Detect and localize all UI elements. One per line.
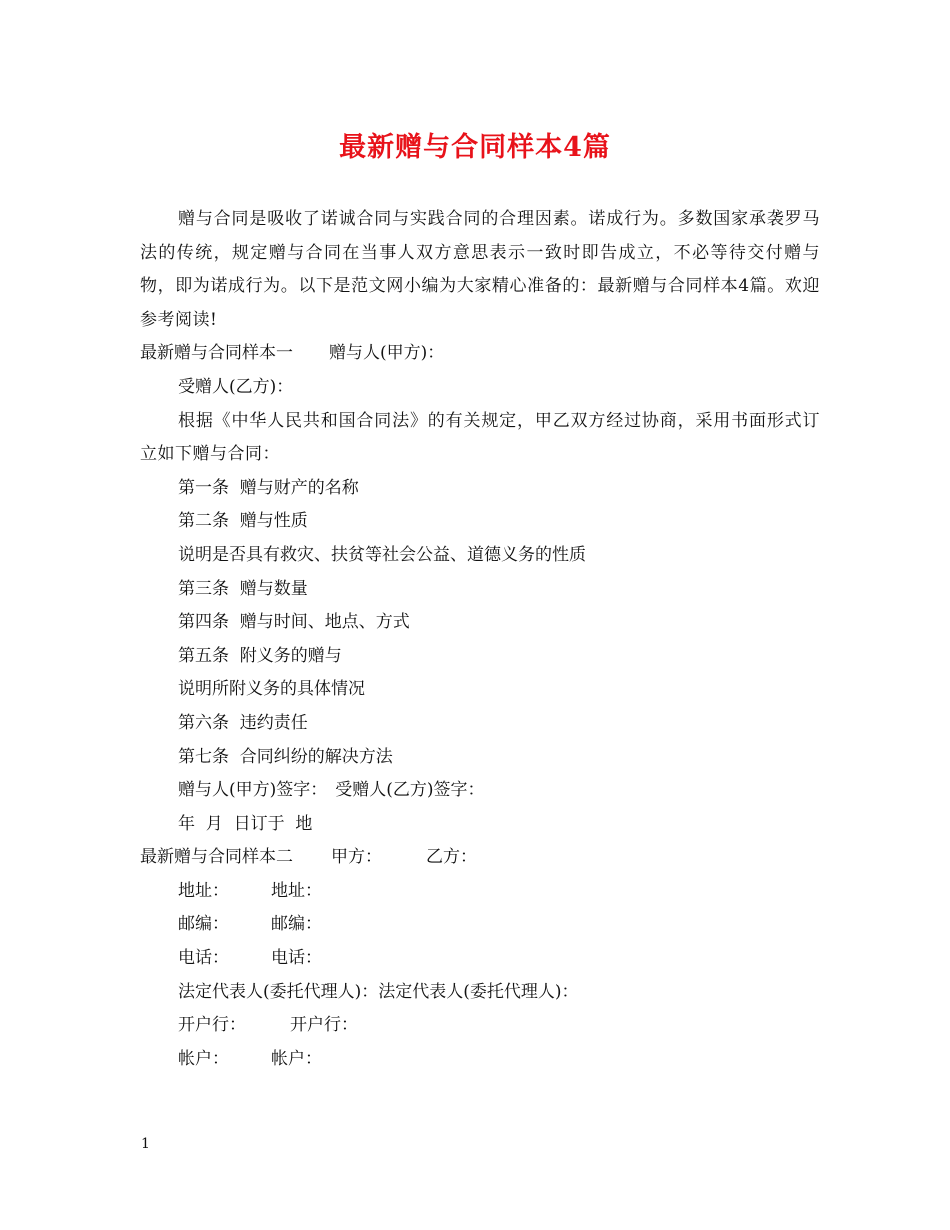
- article-4: 第四条 赠与时间、地点、方式: [178, 612, 410, 633]
- sample1-heading: 最新赠与合同样本一: [140, 343, 293, 364]
- postcode-b-label: 邮编：: [271, 914, 322, 935]
- donee-label: 受赠人(乙方)：: [178, 376, 294, 397]
- donee-signature-label: 受赠人(乙方)签字：: [335, 780, 485, 801]
- bank-b-label: 开户行：: [290, 1015, 358, 1036]
- article-6: 第六条 违约责任: [178, 712, 308, 733]
- signature-line: [140, 774, 820, 808]
- address-b-label: 地址：: [271, 880, 322, 901]
- bank-line: [140, 1009, 820, 1043]
- representative-a-label: 法定代表人(委托代理人)：: [178, 981, 379, 1002]
- document-title: 最新赠与合同样本4篇: [339, 132, 611, 163]
- party-b-label: 乙方：: [426, 847, 477, 868]
- phone-a-label: 电话：: [178, 948, 229, 969]
- date-place-line: 年 月 日订于 地: [178, 813, 313, 834]
- article-5: 第五条 附义务的赠与: [178, 645, 342, 666]
- article-1: 第一条 赠与财产的名称: [178, 477, 359, 498]
- article-2: 第二条 赠与性质: [178, 511, 308, 532]
- postcode-a-label: 邮编：: [178, 914, 229, 935]
- article-2-note: 说明是否具有救灾、扶贫等社会公益、道德义务的性质: [178, 544, 586, 565]
- article-7: 第七条 合同纠纷的解决方法: [178, 746, 393, 767]
- sample2-heading-line: [140, 841, 820, 875]
- bank-a-label: 开户行：: [178, 1015, 246, 1036]
- donor-signature-label: 赠与人(甲方)签字：: [178, 780, 328, 801]
- document-body: [140, 203, 820, 1076]
- article-3: 第三条 赠与数量: [178, 578, 308, 599]
- page-number: 1: [141, 1136, 150, 1152]
- phone-line: [140, 942, 820, 976]
- sample1-heading-line: [140, 337, 820, 371]
- account-line: [140, 1043, 820, 1077]
- postcode-line: [140, 908, 820, 942]
- basis-paragraph: 根据《中华人民共和国合同法》的有关规定，甲乙双方经过协商，采用书面形式订立如下赠与合同：: [140, 410, 820, 465]
- article-5-note: 说明所附义务的具体情况: [178, 679, 365, 700]
- intro-paragraph: 赠与合同是吸收了诺诚合同与实践合同的合理因素。诺成行为。多数国家承袭罗马法的传统，规定赠与合同在当事人双方意思表示一致时即告成立，不必等待交付赠与物，即为诺成行为。以下是范文网小编为大家精心准备的：最新赠与合同样本4篇。欢迎参考阅读!: [140, 209, 820, 330]
- account-a-label: 帐户：: [178, 1048, 229, 1069]
- representative-b-label: 法定代表人(委托代理人)：: [378, 981, 579, 1002]
- phone-b-label: 电话：: [271, 948, 322, 969]
- account-b-label: 帐户：: [271, 1048, 322, 1069]
- donor-label: 赠与人(甲方)：: [329, 343, 445, 364]
- address-a-label: 地址：: [178, 880, 229, 901]
- sample2-heading: 最新赠与合同样本二: [140, 847, 293, 868]
- address-line: [140, 875, 820, 909]
- party-a-label: 甲方：: [331, 847, 382, 868]
- representative-line: [140, 976, 820, 1010]
